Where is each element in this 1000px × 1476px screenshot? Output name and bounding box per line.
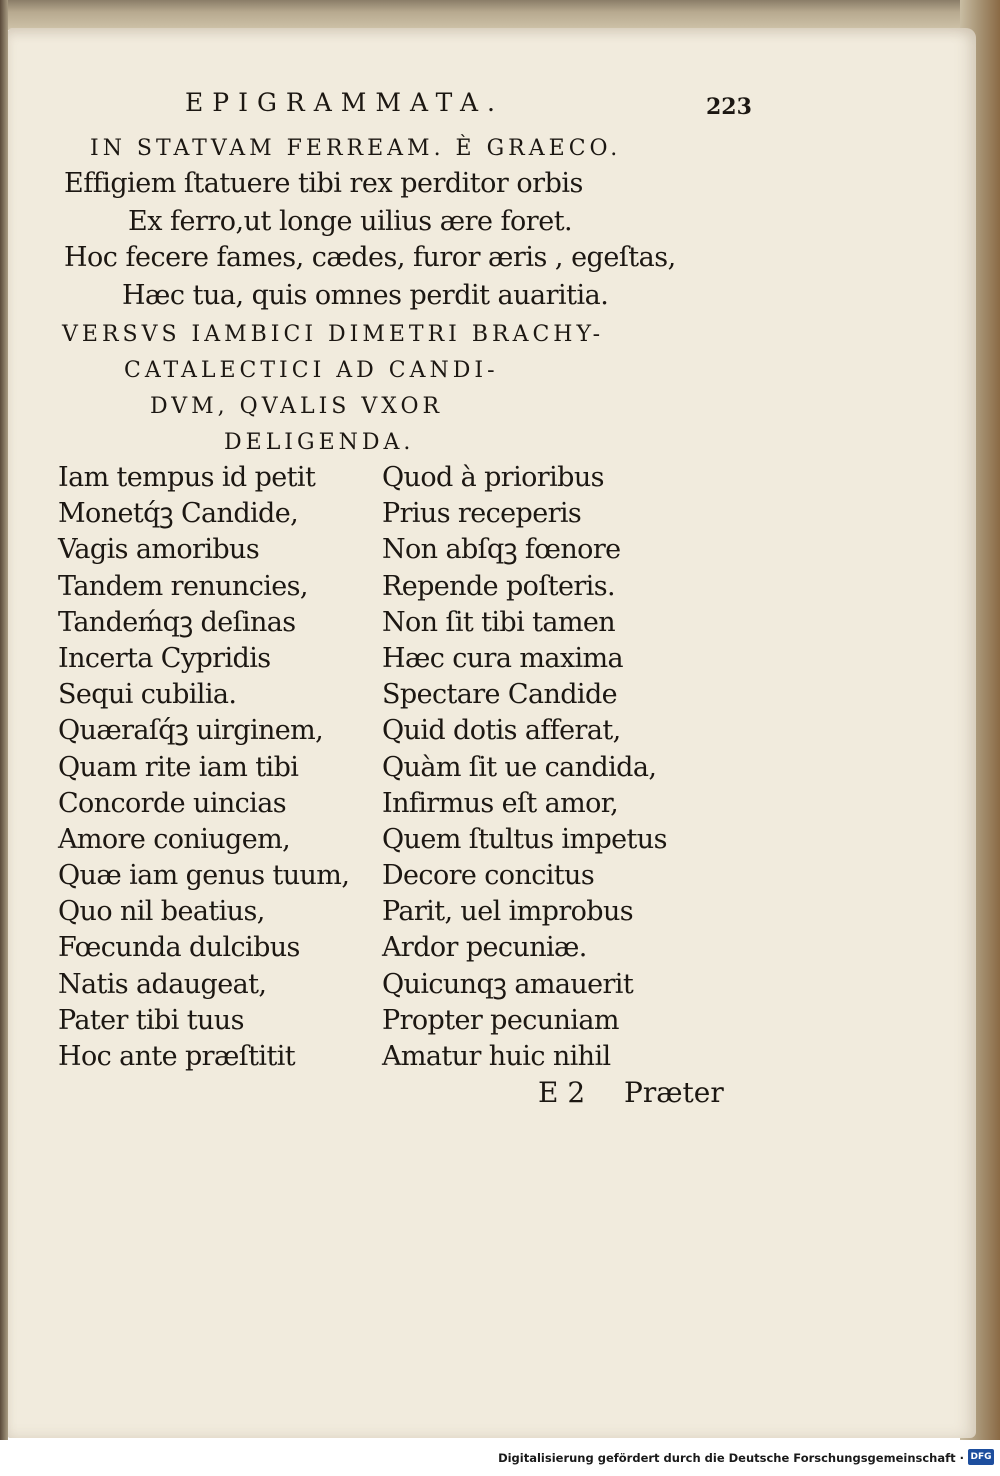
epigram-line: Effigiem ſtatuere tibi rex perditor orbis <box>64 168 583 199</box>
epigram-line: Hoc fecere fames, cædes, furor æris , egeſtas, <box>64 242 676 273</box>
poem-title-line: VERSVS IAMBICI DIMETRI BRACHY- <box>62 322 605 347</box>
verse-line: Quæraſq́ꝫ uirginem, <box>58 715 324 747</box>
verse-line: Infirmus eſt amor, <box>382 787 619 819</box>
verse-line: Quam rite iam tibi <box>58 751 299 783</box>
poem-title-line: DELIGENDA. <box>224 430 415 455</box>
funding-credit: Digitalisierung gefördert durch die Deutsche Forschungsgemeinschaft · <box>498 1451 964 1465</box>
epigram-line: Hæc tua, quis omnes perdit auaritia. <box>122 280 609 311</box>
verse-line: Pater tibi tuus <box>58 1004 244 1036</box>
verse-line: Prius receperis <box>382 498 582 530</box>
poem-title-line: DVM, QVALIS VXOR <box>150 394 444 419</box>
verse-line: Tandeḿqꝫ deſinas <box>58 606 296 638</box>
verse-line: Hæc cura maxima <box>382 642 623 674</box>
dfg-logo-icon: DFG <box>968 1449 994 1465</box>
verse-line: Spectare Candide <box>382 679 618 711</box>
catchword: Præter <box>624 1076 724 1109</box>
page-number: 223 <box>706 94 752 120</box>
verse-line: Fœcunda dulcibus <box>58 932 300 964</box>
epigram-line: Ex ferro,ut longe uilius ære foret. <box>128 206 573 237</box>
verse-line: Quo nil beatius, <box>58 896 265 928</box>
verse-line: Non ſit tibi tamen <box>382 606 616 638</box>
verse-line: Monetq́ꝫ Candide, <box>58 498 299 530</box>
verse-line: Incerta Cypridis <box>58 642 271 674</box>
verse-line: Non abſqꝫ fœnore <box>382 534 621 566</box>
verse-line: Quod à prioribus <box>382 462 604 493</box>
verse-line: Quid dotis afferat, <box>382 715 621 747</box>
verse-line: Quàm ſit ue candida, <box>382 751 657 783</box>
poem-right-column <box>382 460 667 1075</box>
verse-line: Decore concitus <box>382 860 595 892</box>
verse-line: Vagis amoribus <box>58 534 260 566</box>
epigram-title: IN STATVAM FERREAM. È GRAECO. <box>90 136 622 161</box>
verse-line: Hoc ante præſtitit <box>58 1041 295 1072</box>
verse-line: Propter pecuniam <box>382 1004 619 1036</box>
verse-line: Amatur huic nihil <box>382 1041 611 1072</box>
poem-title-line: CATALECTICI AD CANDI- <box>124 358 499 383</box>
verse-line: Iam tempus id petit <box>58 462 316 493</box>
verse-line: Tandem renuncies, <box>58 570 308 602</box>
running-head: EPIGRAMMATA. <box>185 88 504 117</box>
verse-line: Natis adaugeat, <box>58 968 267 1000</box>
signature-mark: E 2 <box>538 1076 586 1109</box>
book-binding-edge <box>0 0 8 1440</box>
verse-line: Amore coniugem, <box>58 823 291 855</box>
verse-line: Sequi cubilia. <box>58 679 237 711</box>
verse-line: Parit, uel improbus <box>382 896 634 928</box>
verse-line: Concorde uincias <box>58 787 286 819</box>
verse-line: Quæ iam genus tuum, <box>58 860 350 892</box>
poem-left-column <box>58 460 349 1075</box>
verse-line: Ardor pecuniæ. <box>382 932 587 964</box>
verse-line: Quem ſtultus impetus <box>382 823 667 855</box>
book-top-edge <box>0 0 1000 30</box>
verse-line: Repende poſteris. <box>382 570 615 602</box>
verse-line: Quicunqꝫ amauerit <box>382 968 634 1000</box>
